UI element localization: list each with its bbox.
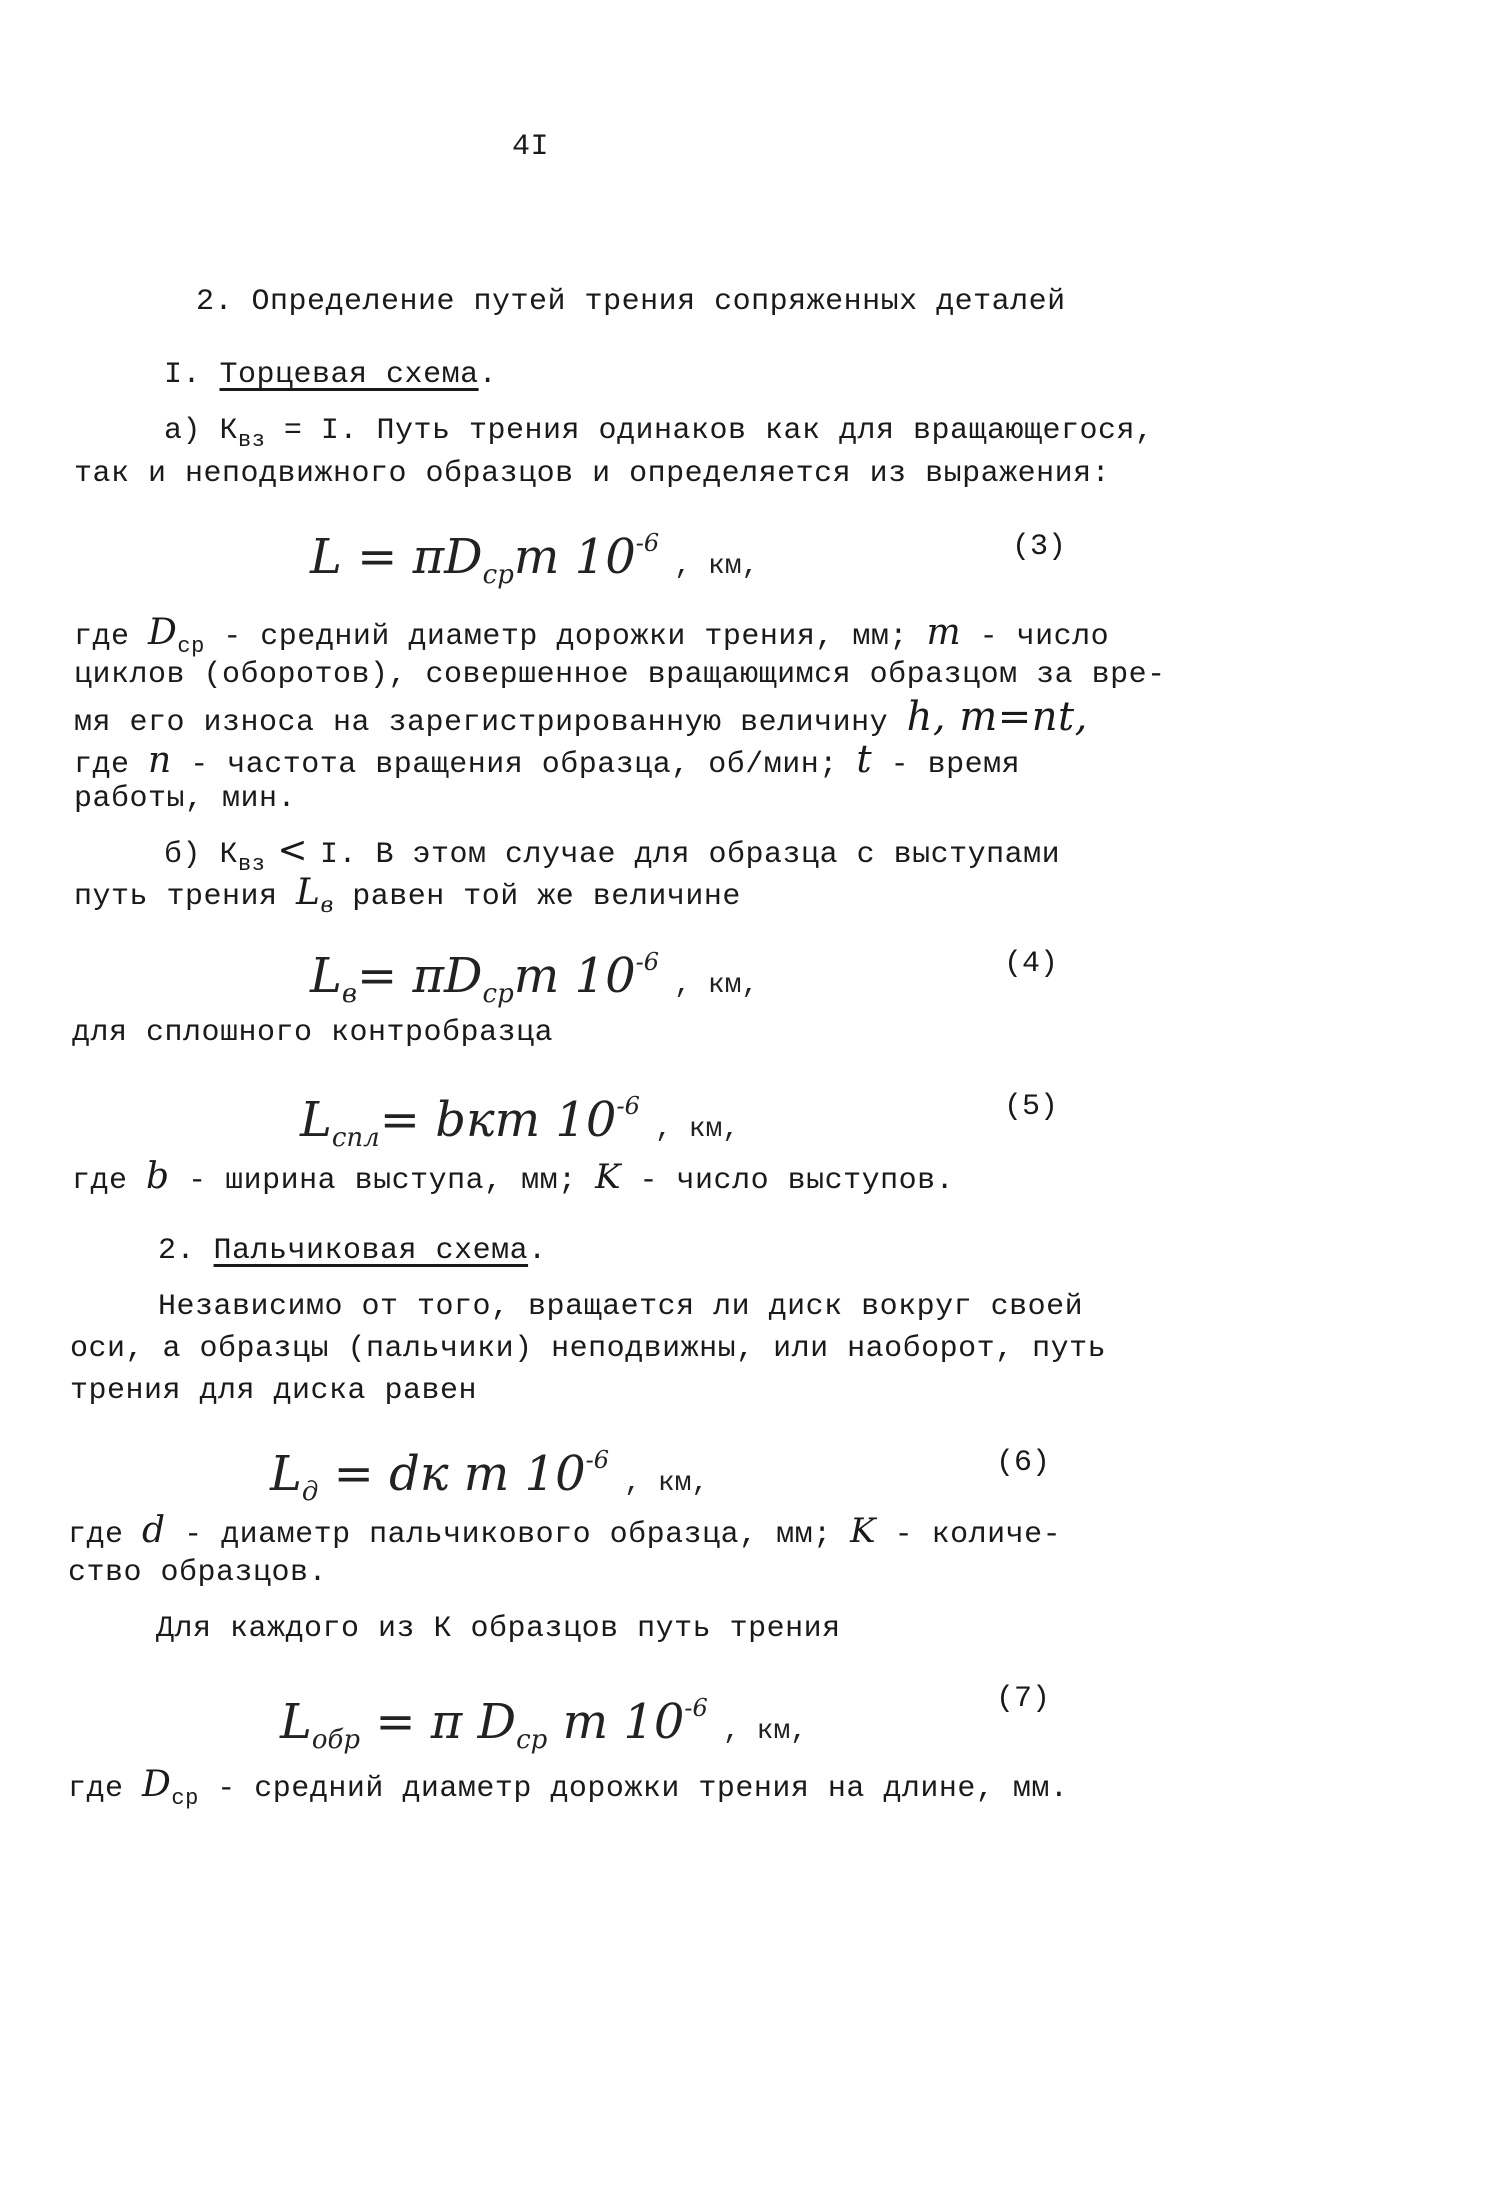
- subscript: в: [320, 893, 334, 918]
- finger-paragraph-line1: Независимо от того, вращается ли диск вокруг своей: [158, 1290, 1084, 1324]
- eq-rhs: = π D: [375, 1694, 517, 1750]
- text: - средний диаметр дорожки трения, мм;: [204, 620, 908, 654]
- where1-line5: работы, мин.: [74, 782, 297, 816]
- eq-lhs: L: [310, 948, 342, 1004]
- symbol-K: K: [595, 1157, 622, 1197]
- eq-unit: , км,: [723, 1716, 808, 1747]
- text: = I. Путь трения одинаков как для вращающегося,: [265, 414, 1154, 448]
- eq-lhs-sub: д: [301, 1477, 319, 1507]
- text: путь трения: [74, 880, 297, 914]
- equation-number-4: (4): [1004, 947, 1059, 981]
- page-number: 4I: [512, 130, 550, 164]
- text: мя его износа на зарегистрированную величину: [74, 706, 907, 740]
- where1-line3: [74, 694, 1088, 742]
- text: б) К: [164, 838, 239, 872]
- symbol-h-m-nt: h, m=nt,: [906, 694, 1088, 740]
- symbol-t: t: [856, 737, 873, 781]
- text: где: [72, 1164, 147, 1198]
- subscript: ср: [171, 1786, 199, 1811]
- subscript: вз: [238, 852, 266, 877]
- eq-sub: ср: [482, 560, 514, 590]
- each-sample-text: Для каждого из К образцов путь трения: [156, 1612, 841, 1646]
- paragraph-b-line2: [74, 874, 741, 925]
- heading-period: .: [478, 358, 498, 392]
- eq-m: m 10: [513, 529, 636, 585]
- equation-3: [310, 515, 758, 603]
- eq-unit: , км,: [624, 1468, 709, 1499]
- eq-m: m 10: [513, 948, 636, 1004]
- text: - время: [872, 748, 1021, 782]
- text: где: [74, 748, 149, 782]
- section-title: 2. Определение путей трения сопряженных деталей: [196, 285, 1066, 319]
- eq-rhs: = dк m 10: [333, 1446, 586, 1502]
- eq-exp: -6: [585, 1446, 609, 1474]
- symbol-n: n: [148, 740, 172, 781]
- text: равен той же величине: [333, 880, 741, 914]
- equation-6: [270, 1432, 708, 1520]
- symbol-b: b: [146, 1156, 170, 1197]
- where1-line2: циклов (оборотов), совершенное вращающимся образцом за вре-: [74, 658, 1166, 692]
- finger-paragraph-line2: оси, а образцы (пальчики) неподвижны, или наоборот, путь: [70, 1332, 1107, 1366]
- equation-7: [280, 1680, 807, 1768]
- eq-lhs: L: [300, 1092, 332, 1148]
- less-than-sign: <: [265, 830, 320, 871]
- subsection-number: 2.: [158, 1234, 196, 1268]
- eq-unit: , км,: [655, 1114, 740, 1145]
- eq-m: m 10: [562, 1694, 685, 1750]
- eq-unit: , км,: [674, 970, 759, 1001]
- eq-sub: ср: [516, 1725, 548, 1755]
- eq-lhs: L: [270, 1446, 302, 1502]
- subscript: вз: [238, 428, 266, 453]
- subsection-number: I.: [164, 358, 202, 392]
- symbol-D: D: [142, 1764, 172, 1805]
- text: - частота вращения образца, об/мин;: [171, 748, 857, 782]
- equation-number-6: (6): [996, 1446, 1051, 1480]
- where4-line: [68, 1766, 1068, 1818]
- where1-line4: [74, 737, 1021, 784]
- where3-line1: [68, 1512, 1061, 1554]
- subsection-title: Пальчиковая схема: [213, 1234, 529, 1268]
- eq-exp: -6: [616, 1092, 640, 1120]
- finger-paragraph-line3: трения для диска равен: [70, 1374, 478, 1408]
- text: где: [74, 620, 149, 654]
- paragraph-a-line2: так и неподвижного образцов и определяется из выражения:: [74, 457, 1111, 491]
- eq-exp: -6: [635, 529, 660, 557]
- text: - диаметр пальчикового образца, мм;: [165, 1518, 851, 1552]
- eq-exp: -6: [635, 948, 659, 976]
- eq-lhs-sub: спл: [331, 1123, 380, 1153]
- text: - средний диаметр дорожки трения на длине, мм.: [198, 1772, 1069, 1806]
- eq-rhs: = πD: [357, 529, 483, 585]
- symbol-K: K: [850, 1511, 877, 1551]
- eq-lhs: L: [280, 1694, 312, 1750]
- eq-rhs: = πD: [357, 948, 483, 1004]
- equation-5: [300, 1078, 739, 1166]
- symbol-m: m: [926, 612, 962, 653]
- symbol-D: D: [148, 612, 178, 653]
- text: где: [68, 1772, 143, 1806]
- subscript: ср: [177, 634, 205, 659]
- eq-lhs-sub: в: [341, 979, 358, 1009]
- subsection-heading-finger: [158, 1232, 547, 1270]
- where3-line2: ство образцов.: [68, 1556, 328, 1590]
- eq-unit: , км,: [674, 551, 759, 582]
- symbol-d: d: [142, 1510, 166, 1551]
- eq-sub: ср: [482, 979, 514, 1009]
- where2-line: [72, 1158, 954, 1200]
- text: I. В этом случае для образца с выступами: [319, 838, 1061, 872]
- eq-lhs-sub: обр: [311, 1725, 361, 1755]
- equation-4: [310, 934, 758, 1022]
- equation-number-3: (3): [1012, 530, 1067, 564]
- eq-exp: -6: [684, 1694, 708, 1722]
- text: - число: [961, 620, 1110, 654]
- eq-lhs: L: [310, 529, 342, 585]
- paragraph-a-line1: [164, 412, 1154, 460]
- text: - число выступов.: [621, 1164, 955, 1198]
- equation-number-7: (7): [996, 1682, 1051, 1716]
- heading-period: .: [528, 1234, 547, 1268]
- text: а) К: [164, 414, 239, 448]
- symbol-L: L: [296, 872, 321, 913]
- subsection-title: Торцевая схема: [219, 358, 479, 392]
- text: - ширина выступа, мм;: [169, 1164, 596, 1198]
- text: - количе-: [876, 1518, 1062, 1552]
- equation-number-5: (5): [1004, 1090, 1059, 1124]
- solid-counterbody-text: для сплошного контробразца: [72, 1016, 554, 1050]
- text: где: [68, 1518, 143, 1552]
- eq-rhs: = bкm 10: [379, 1092, 617, 1148]
- subsection-heading-face: [164, 356, 497, 394]
